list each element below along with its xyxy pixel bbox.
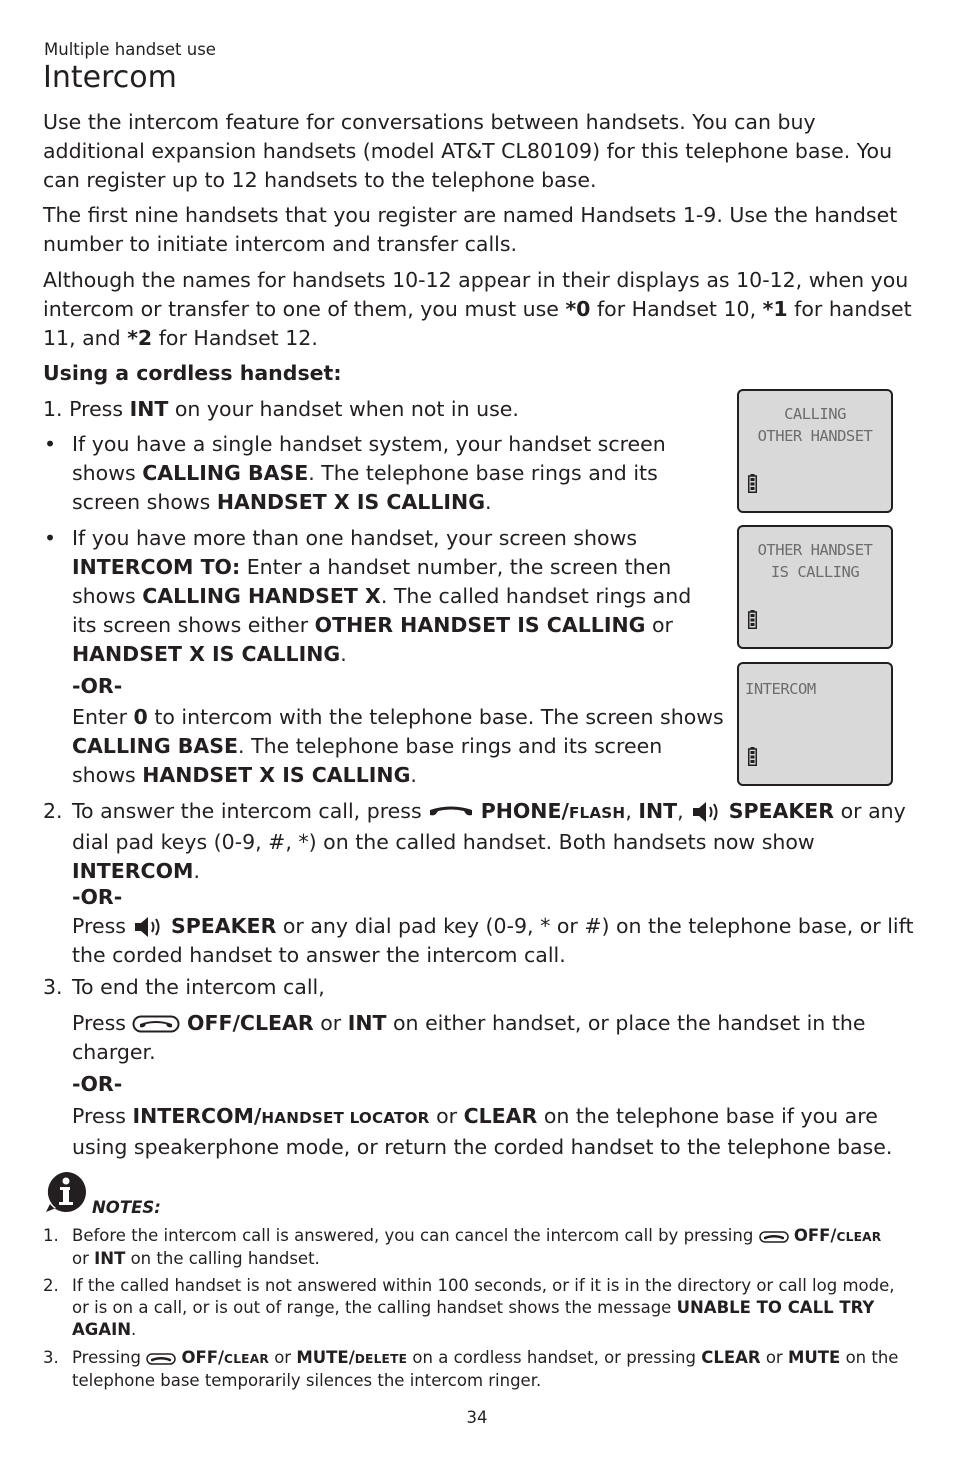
step-3-text: To end the intercom call,: [72, 975, 325, 999]
intro-paragraph-3: Although the names for handsets 10-12 appear in their displays as 10-12, when you intercom or transfer to one of them, you must use *0 for Handset 10, *1 for handset 11, and *2 for Handset 12.: [43, 268, 912, 350]
lcd-line: CALLING: [784, 405, 846, 423]
or-separator: -OR-: [72, 674, 123, 698]
lcd-line: INTERCOM: [745, 680, 816, 698]
note-1: 1. Before the intercom call is answered, you can cancel the intercom call by pressing OFF/CLEAR or INT on the calling handset.: [43, 1226, 882, 1268]
page-title: Intercom: [43, 60, 177, 95]
step-2-number: 2.: [43, 799, 63, 823]
info-icon: [44, 1170, 88, 1214]
page-number: 34: [466, 1408, 488, 1427]
off-clear-icon: [759, 1231, 789, 1243]
intro-paragraph-2: The first nine handsets that you register are named Handsets 1-9. Use the handset number to initiate intercom and transfer calls.: [43, 203, 898, 256]
off-clear-icon: [146, 1353, 176, 1365]
step-3-number: 3.: [43, 975, 63, 999]
bullet-single-handset: • If you have a single handset system, your handset screen shows CALLING BASE. The telephone base rings and its screen shows HANDSET X IS CALLING.: [44, 432, 666, 514]
or-separator: -OR-: [72, 885, 123, 909]
lcd-line: OTHER HANDSET: [757, 541, 873, 559]
bullet-multiple-handsets: • If you have more than one handset, your screen shows INTERCOM TO: Enter a handset number, the screen then shows CALLING HANDSET X. The called handset rings and its screen shows either OTHER HANDSET IS CALLING or HANDSET X IS CALLING.: [44, 526, 692, 666]
speaker-icon: [690, 800, 722, 824]
phone-flash-icon: [428, 804, 474, 820]
note-2: 2. If the called handset is not answered within 100 seconds, or if it is in the directory or call log mode, or is on a call, or is out of range, the calling handset shows the message UNABLE TO CALL TRY AGAIN.: [43, 1276, 895, 1339]
step-1: 1. Press INT on your handset when not in use.: [43, 397, 519, 421]
step-2-base-text: Press SPEAKER or any dial pad key (0-9, * or #) on the telephone base, or lift the corded handset to answer the intercom call.: [72, 914, 914, 967]
lcd-screen-calling-other-handset: [737, 389, 893, 513]
battery-icon: [748, 474, 757, 493]
intro-paragraph-1: Use the intercom feature for conversations between handsets. You can buy additional expansion handsets (model AT&T CL80109) for this telephone base. You can register up to 12 handsets to the telephone base.: [43, 110, 893, 192]
enter-zero-text: Enter 0 to intercom with the telephone base. The screen shows CALLING BASE. The telephone base rings and its screen shows HANDSET X IS CALLING.: [72, 705, 724, 787]
lcd-screen-intercom: [737, 662, 893, 786]
battery-icon: [748, 747, 757, 766]
notes-heading: NOTES:: [92, 1198, 161, 1217]
or-separator: -OR-: [72, 1072, 123, 1096]
step-3-handset-text: Press OFF/CLEAR or INT on either handset, or place the handset in the charger.: [72, 1011, 866, 1064]
step-2-text: To answer the intercom call, press PHONE/FLASH, INT, SPEAKER or any dial pad keys (0-9, #, *) on the called handset. Both handsets now show INTERCOM.: [72, 799, 906, 883]
note-3: 3. Pressing OFF/CLEAR or MUTE/DELETE on a cordless handset, or pressing CLEAR or MUTE on the telephone base temporarily silences the intercom ringer.: [43, 1348, 899, 1390]
battery-icon: [748, 610, 757, 629]
lcd-line: IS CALLING: [770, 563, 860, 581]
section-label: Multiple handset use: [44, 40, 216, 59]
lcd-line: OTHER HANDSET: [757, 427, 873, 445]
off-clear-icon: [132, 1015, 180, 1033]
lcd-screen-other-handset-is-calling: [737, 525, 893, 649]
cordless-heading: Using a cordless handset:: [43, 361, 342, 385]
step-3-base-text: Press INTERCOM/HANDSET LOCATOR or CLEAR on the telephone base if you are using speakerphone mode, or return the corded handset to the telephone base.: [72, 1104, 893, 1159]
speaker-icon: [132, 915, 164, 939]
